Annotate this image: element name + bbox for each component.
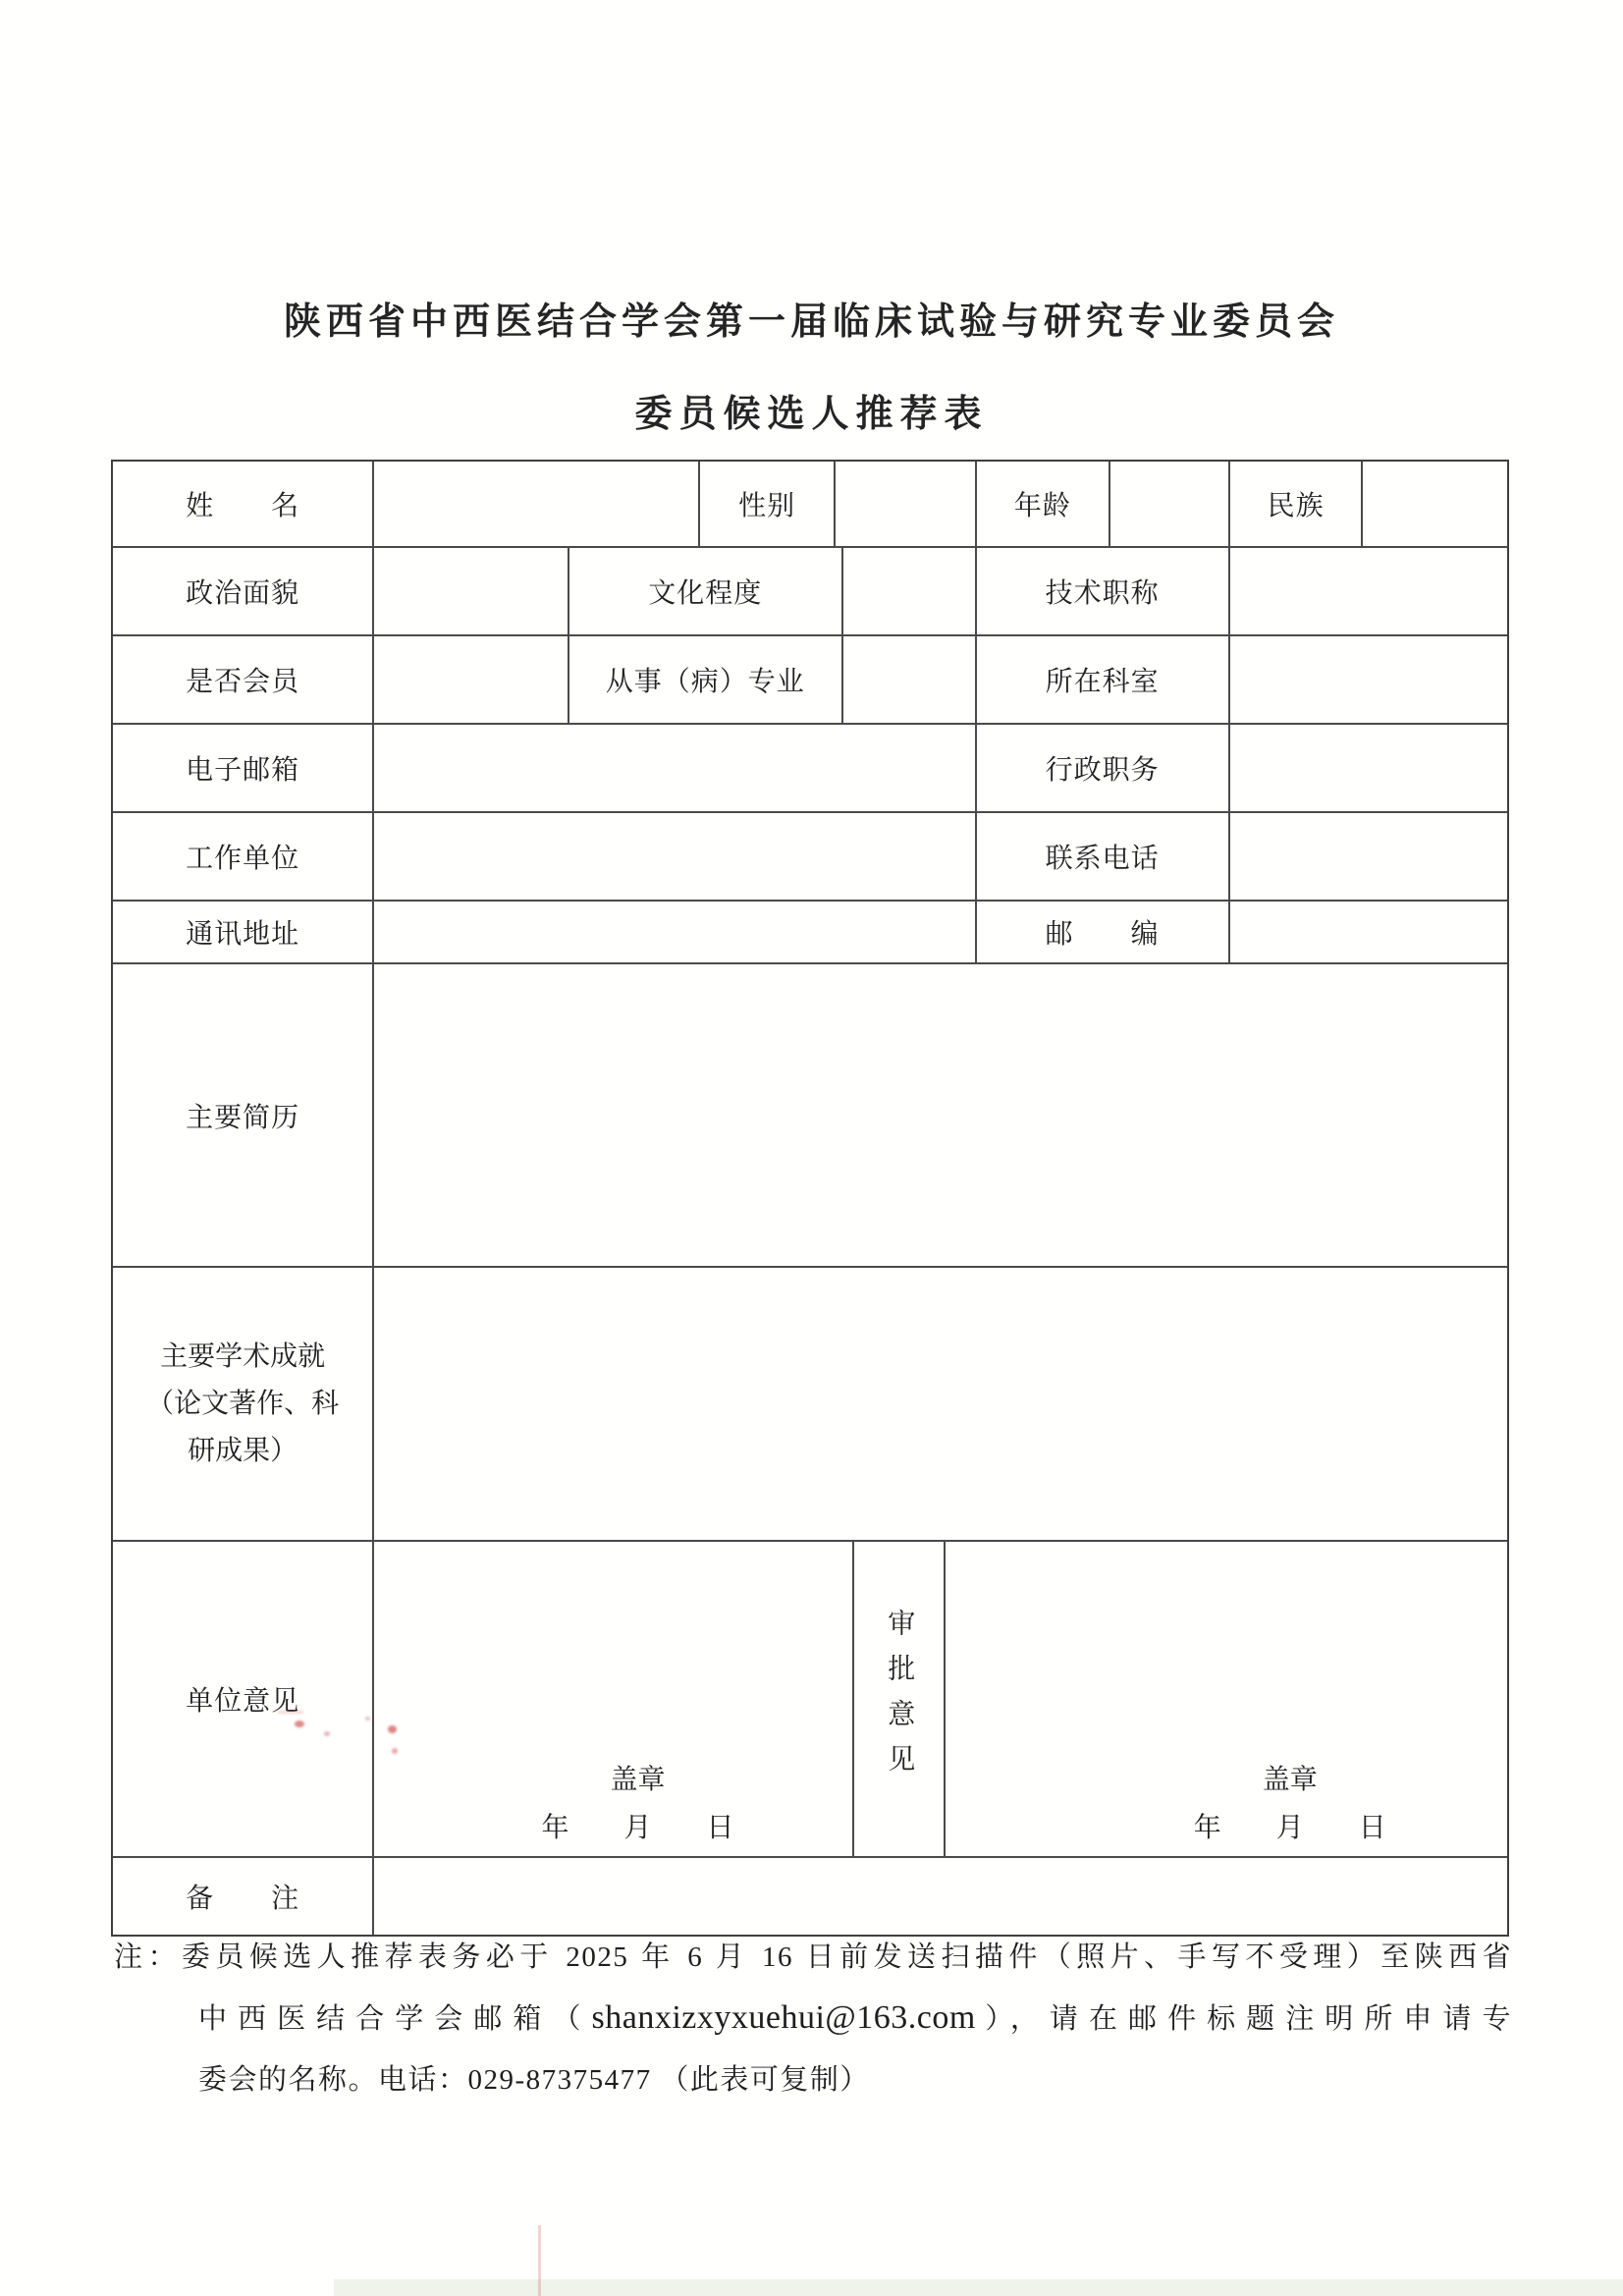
footnote-line-2-suffix: ），请在邮件标题注明所申请专: [975, 2003, 1512, 2035]
scan-artifact-line: [538, 2225, 541, 2296]
name-label: 姓 名: [113, 462, 374, 546]
department-value-cell: [1230, 636, 1507, 723]
table-row: [113, 636, 1507, 725]
education-label: 文化程度: [569, 548, 843, 634]
unit-opinion-label: 单位意见: [113, 1542, 374, 1856]
professional-title-label: 技术职称: [977, 548, 1230, 634]
page-subtitle: 委员候选人推荐表: [634, 394, 989, 435]
address-value-cell: [374, 902, 976, 962]
name-value-cell: [374, 462, 700, 546]
postcode-label: 邮 编: [977, 902, 1230, 962]
political-status-value-cell: [374, 548, 568, 634]
table-row: [113, 548, 1507, 636]
red-ink-smudge: [295, 1721, 304, 1727]
red-ink-smudge: [388, 1725, 397, 1733]
red-ink-smudge: [392, 1748, 398, 1754]
approval-opinion-value-cell: [946, 1542, 1507, 1856]
table-row: [113, 1542, 1507, 1858]
membership-value-cell: [374, 636, 568, 723]
email-label: 电子邮箱: [113, 725, 374, 811]
page-title: 陕西省中西医结合学会第一届临床试验与研究专业委员会: [283, 301, 1339, 343]
education-value-cell: [843, 548, 977, 634]
approval-seal-date-block: [1194, 1756, 1386, 1852]
age-value-cell: [1110, 462, 1230, 546]
table-row: [113, 462, 1507, 548]
table-row: [113, 1268, 1507, 1542]
table-row: [113, 725, 1507, 813]
candidate-form-table: [111, 460, 1509, 1937]
achievements-label-line: 主要学术成就: [160, 1340, 326, 1372]
resume-value-cell: [374, 964, 1507, 1266]
contact-email: shanxizxyxuehui@163.com: [591, 1999, 976, 2036]
email-value-cell: [374, 725, 976, 811]
department-label: 所在科室: [977, 636, 1230, 723]
approval-opinion-label-cell: [854, 1542, 946, 1856]
footnote-line-2: [114, 1988, 1512, 2050]
red-ink-smudge: [278, 1711, 303, 1714]
employer-label: 工作单位: [113, 813, 374, 900]
specialty-label: 从事（病）专业: [569, 636, 843, 723]
approval-opinion-label: 审批意见: [884, 1609, 915, 1789]
achievements-label-line: 研成果）: [188, 1435, 298, 1466]
footnote-line-3: 委会的名称。电话：029-87375477 （此表可复制）: [198, 2064, 870, 2096]
specialty-value-cell: [843, 636, 977, 723]
red-ink-smudge: [324, 1731, 330, 1736]
unit-seal-date-block: [542, 1756, 734, 1852]
gender-label: 性别: [700, 462, 836, 546]
approval-date-label: 年 月 日: [1193, 1813, 1386, 1843]
approval-seal-label: 盖章: [1262, 1765, 1318, 1795]
achievements-label: [113, 1268, 374, 1540]
address-label: 通讯地址: [113, 902, 374, 962]
footnote: [114, 1927, 1512, 2110]
political-status-label: 政治面貌: [113, 548, 374, 634]
scan-artifact-band: [334, 2279, 1623, 2296]
gender-value-cell: [836, 462, 977, 546]
unit-date-label: 年 月 日: [541, 1813, 734, 1843]
remarks-label: 备 注: [113, 1858, 374, 1935]
table-row: [113, 1858, 1507, 1935]
achievements-label-line: （论文著作、科: [146, 1388, 340, 1419]
table-row: [113, 964, 1507, 1268]
table-row: [113, 813, 1507, 902]
phone-value-cell: [1230, 813, 1507, 900]
table-row: [113, 902, 1507, 964]
professional-title-value-cell: [1230, 548, 1507, 634]
footnote-line-1: 注：委员候选人推荐表务必于 2025 年 6 月 16 日前发送扫描件（照片、手写不受理）至陕西省: [114, 1941, 1512, 1973]
membership-label: 是否会员: [113, 636, 374, 723]
postcode-value-cell: [1230, 902, 1507, 962]
footnote-line-2-prefix: 中西医结合学会邮箱（: [198, 2003, 592, 2035]
unit-opinion-value-cell: [374, 1542, 854, 1856]
unit-seal-label: 盖章: [610, 1765, 666, 1795]
age-label: 年龄: [977, 462, 1111, 546]
admin-position-value-cell: [1230, 725, 1507, 811]
ethnicity-value-cell: [1363, 462, 1507, 546]
admin-position-label: 行政职务: [977, 725, 1230, 811]
resume-label: 主要简历: [113, 964, 374, 1266]
red-ink-smudge: [365, 1717, 370, 1721]
remarks-value-cell: [374, 1858, 1507, 1935]
employer-value-cell: [374, 813, 976, 900]
phone-label: 联系电话: [977, 813, 1230, 900]
achievements-value-cell: [374, 1268, 1507, 1540]
ethnicity-label: 民族: [1230, 462, 1364, 546]
